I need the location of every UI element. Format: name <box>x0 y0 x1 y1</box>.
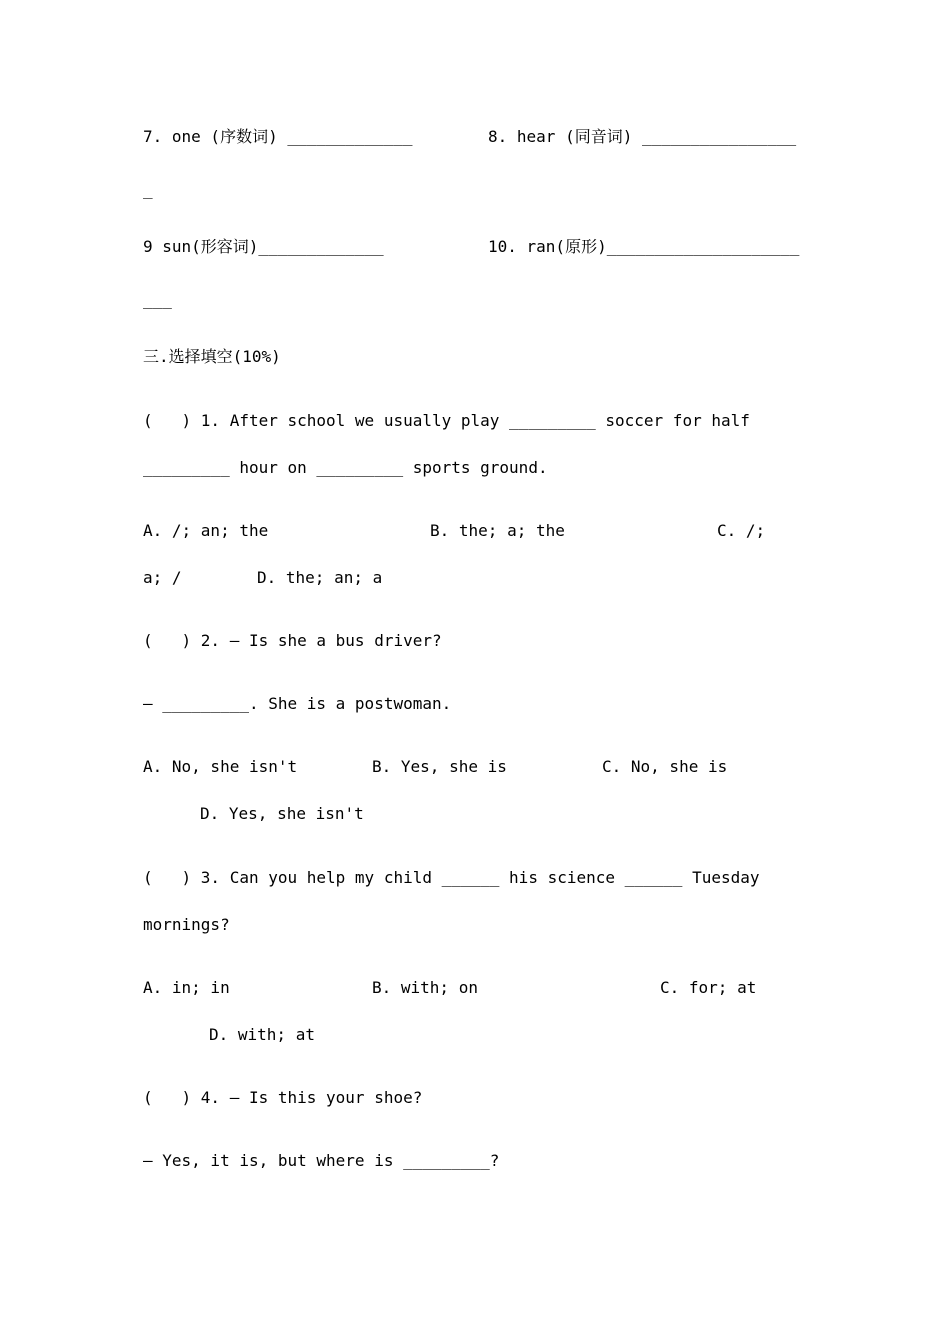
question-1-option-b: B. the; a; the <box>430 521 565 540</box>
question-2-option-b: B. Yes, she is <box>372 757 507 776</box>
question-3-option-c: C. for; at <box>660 978 757 997</box>
question-3-option-d: D. with; at <box>209 1025 315 1044</box>
question-2-option-d: D. Yes, she isn't <box>200 804 364 823</box>
question-1-stem-continued: _________ hour on _________ sports ground. <box>143 458 548 477</box>
question-3-option-b: B. with; on <box>372 978 478 997</box>
question-1-option-c: C. /; <box>717 521 766 540</box>
item-8-homophone-hear: 8. hear (同音词) ________________ <box>488 127 797 146</box>
question-2-stem: ( ) 2. — Is she a bus driver? <box>143 631 442 650</box>
question-3-stem-continued: mornings? <box>143 915 230 934</box>
question-2-option-c: C. No, she is <box>602 757 728 776</box>
question-3-option-a: A. in; in <box>143 978 230 997</box>
question-1-option-a: A. /; an; the <box>143 521 269 540</box>
question-2-option-a: A. No, she isn't <box>143 757 298 776</box>
item-10-blank-continuation: ___ <box>143 290 172 309</box>
question-4-response: — Yes, it is, but where is _________? <box>143 1151 500 1170</box>
question-1-stem: ( ) 1. After school we usually play _________ soccer for half <box>143 411 750 430</box>
question-2-response: — _________. She is a postwoman. <box>143 694 452 713</box>
item-7-ordinal-one: 7. one (序数词) _____________ <box>143 127 413 146</box>
question-4-stem: ( ) 4. — Is this your shoe? <box>143 1088 423 1107</box>
question-1-option-d: D. the; an; a <box>257 568 383 587</box>
item-8-blank-continuation: _ <box>143 180 153 199</box>
question-1-option-c-continued: a; / <box>143 568 182 587</box>
item-9-adjective-sun: 9 sun(形容词)_____________ <box>143 237 384 256</box>
question-3-stem: ( ) 3. Can you help my child ______ his science ______ Tuesday <box>143 868 760 887</box>
item-10-base-form-ran: 10. ran(原形)____________________ <box>488 237 800 256</box>
section-heading-multiple-choice: 三.选择填空(10%) <box>143 347 281 366</box>
